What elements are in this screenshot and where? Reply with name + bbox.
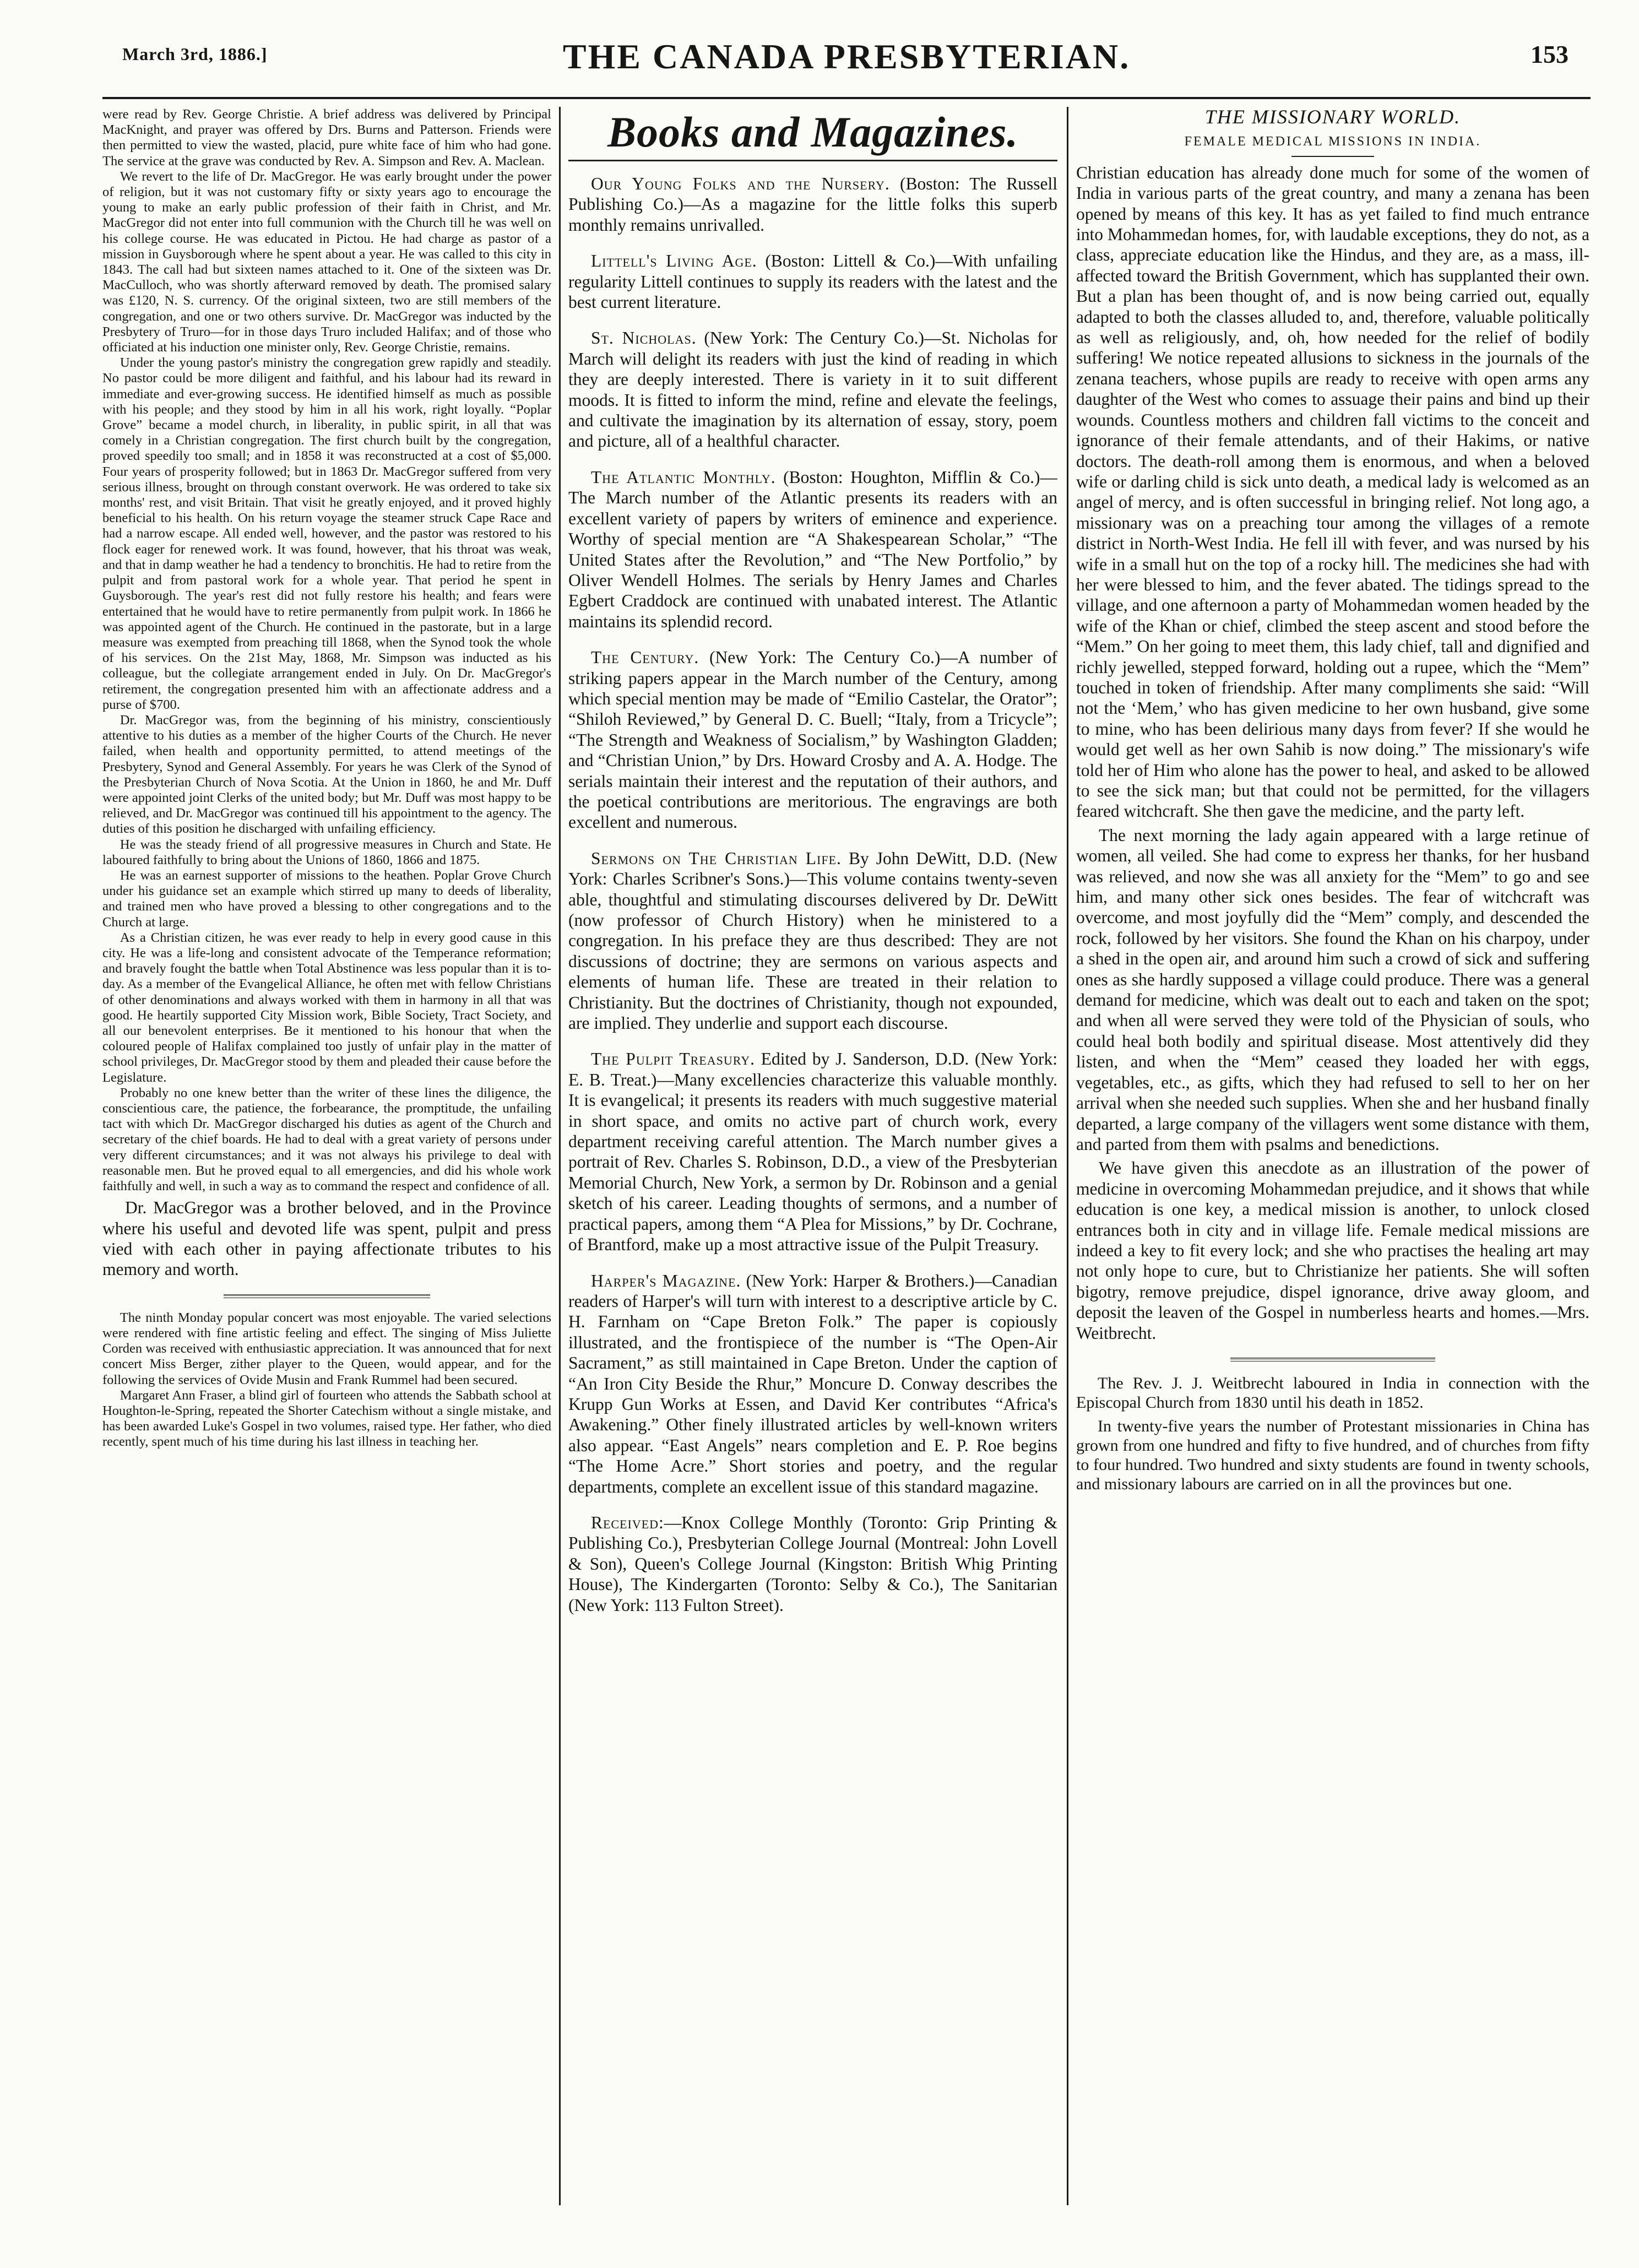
news-note: Margaret Ann Fraser, a blind girl of fourteen who attends the Sabbath school at Houghton-le-Spring, repeated the Shorter Catechism without a single mistake, and has been awarded Luke's Gospel in two volumes, raised type. Her father, who died recently, spent much of his time during his last illness in teaching her.: [102, 1387, 551, 1450]
review-title: The Century.: [590, 648, 699, 668]
review-title: Our Young Folks and the Nursery.: [590, 174, 890, 193]
obituary-closing: Dr. MacGregor was a brother beloved, and in the Province where his useful and devoted life was spent, pulpit and press vied with each other in paying affectionate tributes to his memory and worth.: [102, 1198, 551, 1279]
review-text: (New York: Harper & Brothers.)—Canadian readers of Harper's will turn with interest to a descriptive article by C. H. Farnham on “Cape Breton Folk.” The paper is copiously illustrated, and the frontispiece of the number is “The Open-Air Sacrament,” as still maintained in Cape Breton. Under the caption of “An Iron City Beside the Rhur,” Moncure D. Conway describes the Krupp Gun Works at Essen, and David Ker contributes “Africa's Awakening.” Other finely illustrated articles by well-known writers also appear. “East Angels” nears completion and E. P. Roe begins “The Home Acre.” Short stories and poetry, and the regular departments, complete an excellent issue of this standard magazine.: [568, 1271, 1057, 1496]
obituary-paragraph: As a Christian citizen, he was ever ready to help in every good cause in this city. He was a life-long and consistent advocate of the Temperance reformation; and bravely fought the battle when Total Abstinence was less popular than it is to-day. As a member of the Evangelical Alliance, he often met with fellow Christians of other denominations and always worked with them in harmony in all that was good. He heartily supported City Mission work, Bible Society, Tract Society, and all our benevolent enterprises. Be it mentioned to his honour that when the coloured people of Halifax complained too justly of unfair play in the matter of school privileges, Dr. MacGregor stood by them and pleaded their cause before the Legislature.: [102, 930, 551, 1085]
review-title: Littell's Living Age.: [590, 251, 757, 271]
obituary-paragraph: He was an earnest supporter of missions to the heathen. Poplar Grove Church under his guidance set an example which stirred up many to deeds of liberality, and trained men who have proved a blessing to other congregations and to the Church at large.: [102, 867, 551, 930]
obituary-paragraph: Under the young pastor's ministry the congregation grew rapidly and steadily. No pastor could be more diligent and faithful, and his labour had its reward in immediate and ever-growing success. He identified himself as much as possible with his people; and they stood by him in all his work, right loyally. “Poplar Grove” became a model church, in liberality, in public spirit, in all that was comely in a Christian congregation. The first church built by the congregation, proved speedily too small; and in 1858 it was reconstructed at a cost of $5,000. Four years of prosperity followed; but in 1863 Dr. MacGregor suffered from very serious illness, brought on through constant overwork. He was ordered to take six months' rest, and visit Britain. That visit he greatly enjoyed, and it proved highly beneficial to his health. On his return voyage the steamer struck Cape Race and had a narrow escape. All ended well, however, and the pastor was restored to his flock eager for renewed work. It was found, however, that his throat was weak, and that in damp weather he had a tendency to bronchitis. He had to retire from the pulpit and from pastoral work for a whole year. That period he spent in Guysborough. The year's rest did not fully restore his health; and fears were entertained that he would have to retire permanently from pulpit work. In 1866 he was appointed agent of the Church. He continued in the pastorate, but in a large measure was exempted from preaching till 1868, when the Synod took the whole of his services. On the 21st May, 1868, Mr. Simpson was inducted as his colleague, but the collegiate arrangement ended in July. On Dr. MacGregor's retirement, the congregation presented him with an affectionate address and a purse of $700.: [102, 355, 551, 712]
review-text: By John DeWitt, D.D. (New York: Charles Scribner's Sons.)—This volume contains twenty-seven able, thoughtful and stimulating discourses delivered by Dr. DeWitt (now professor of Church History) when he ministered to a congregation. In his preface they are thus described: They are not discussions of doctrine; they are sermons on various aspects and elements of human life. These are treated in their relation to Christianity. But the doctrines of Christianity, though not expounded, are implied. They underlie and support each discourse.: [568, 848, 1057, 1033]
news-note: In twenty-five years the number of Protestant missionaries in China has grown from one hundred and fifty to five hundred, and of churches from fifty to four hundred. Two hundred and sixty students are found in twenty schools, and missionary labours are carried on in all the provinces but one.: [1076, 1417, 1589, 1493]
news-note: The Rev. J. J. Weitbrecht laboured in India in connection with the Episcopal Church from 1830 until his death in 1852.: [1076, 1374, 1589, 1412]
review-text: (New York: The Century Co.)—A number of striking papers appear in the March number of the Century, among which special mention may be made of “Emilio Castelar, the Orator”; “Shiloh Reviewed,” by General D. C. Buell; “Italy, from a Tricycle”; “The Strength and Weakness of Socialism,” by Washington Gladden; and “Christian Union,” by Drs. Howard Crosby and A. A. Hodge. The serials maintain their interest and the reputation of their authors, and the poetical contributions are meritorious. The engravings are both excellent and numerous.: [568, 648, 1057, 832]
newspaper-page: [102, 36, 1591, 2228]
obituary-paragraph: were read by Rev. George Christie. A brief address was delivered by Principal MacKnight, and prayer was offered by Drs. Burns and Patterson. Friends were then permitted to view the wasted, placid, pure white face of him who had gone. The service at the grave was conducted by Rev. A. Simpson and Rev. A. Maclean.: [102, 107, 551, 169]
section-heading: Books and Magazines.: [568, 107, 1057, 161]
middle-column: [568, 107, 1057, 2205]
column-rule: [559, 107, 561, 2205]
obituary-paragraph: Probably no one knew better than the writer of these lines the diligence, the conscientious care, the patience, the forbearance, the promptitude, the unfailing tact with which Dr. MacGregor discharged his duties as agent of the Church and secretary of the chief boards. He had to deal with a great variety of persons under very different circumstances; and it was not always his privilege to deal with reasonable men. But he proved equal to all emergencies, and did his whole work faithfully and well, in such a way as to command the respect and confidence of all.: [102, 1085, 551, 1194]
article-paragraph: The next morning the lady again appeared with a large retinue of women, all veiled. She had come to express her thanks, for her husband was relieved, and now she was all anxiety for the “Mem” to go and see him, and many other sick ones besides. The fear of witchcraft was overcome, and most joyfully did the “Mem” comply, and descended the rock, followed by her visitors. She found the Khan on his charpoy, under a shed in the open air, and around him such a crowd of sick and suffering ones as she hardly supposed a village could produce. There was a general demand for medicine, which was dealt out to each and taken on the spot; and when all were served they were told of the Physician of souls, who could heal both bodily and spiritual disease. Most attentively did they listen, and when the “Mem” ceased they loaded her with eggs, vegetables, etc., as gifts, which they had refused to sell to her on her arrival when she needed such supplies. When she and her husband finally departed, a large company of the villagers went some distance with them, and parted from them with psalms and benedictions.: [1076, 825, 1589, 1154]
review-text: —Knox College Monthly (Toronto: Grip Printing & Publishing Co.), Presbyterian College Journal (Montreal: John Lovell & Son), Queen's College Journal (Kingston: British Whig Printing House), The Kindergarten (Toronto: Selby & Co.), The Sanitarian (New York: 113 Fulton Street).: [568, 1512, 1057, 1615]
article-paragraph: Christian education has already done much for some of the women of India in various parts of the great country, and many a zenana has been opened by means of this key. It has as yet failed to find much entrance into Mohammedan homes, for, with laudable exceptions, they do not, as a class, appreciate education like the Hindus, and they are, as a mass, ill-affected toward the British Government, which has supplanted their own. But a plan has been thought of, and is now being carried out, equally adapted to both the classes alluded to, and, therefore, valuable politically as well as religiously, and, oh, how needed for the relief of bodily suffering! We notice repeated allusions to sickness in the journals of the zenana teachers, whose pupils are ready to receive with open arms any daughter of the West who comes to assuage their pains and bind up their wounds. Countless mothers and children fall victims to the conceit and ignorance of their female attendants, and of their Hakims, or native doctors. The death-roll among them is enormous, and when a beloved wife or darling child is sick unto death, a medical lady is welcomed as an angel of mercy, and is often successful in bringing relief. Not long ago, a missionary was on a preaching tour among the villages of a remote district in North-West India. He fell ill with fever, and was nursed by his wife in a small hut on the top of a rocky hill. The medicines she had with her were blessed to him, and the fever abated. The tidings spread to the village, and one afternoon a party of Mohammedan women headed by the wife of the Khan or chief, climbed the steep ascent and stood before the “Mem.” On her going to meet them, this lady chief, tall and dignified and richly jewelled, stepped forward, holding out a rupee, which the “Mem” touched in token of friendship. After many compliments she said: “Will not the ‘Mem,’ who has given medicine to her own husband, give some to mine, who has been delirious many days from fever? If she would he would get well as her own Sahib is now doing.” The missionary's wife told her of Him who alone has the power to heal, and asked to be allowed to see the sick man; but that could not be permitted, for the villagers feared witchcraft. She then gave the medicine, and the party left.: [1076, 162, 1589, 821]
review-item: [568, 1512, 1057, 1615]
review-text: (Boston: Houghton, Mifflin & Co.)—The March number of the Atlantic presents its readers with an excellent variety of papers by writers of eminence and experience. Worthy of special mention are “A Shakespearean Scholar,” “The United States after the Revolution,” and “The New Portfolio,” by Oliver Wendell Holmes. The serials by Henry James and Charles Egbert Craddock are continued with unabated interest. The Atlantic maintains its splendid record.: [568, 467, 1057, 631]
review-item: [568, 173, 1057, 235]
review-title: The Pulpit Treasury.: [590, 1049, 755, 1069]
review-item: [568, 251, 1057, 312]
obituary-paragraph: Dr. MacGregor was, from the beginning of his ministry, conscientiously attentive to his duties as a member of the higher Courts of the Church. He never failed, when health and opportunity permitted, to attend meetings of the Presbytery, Synod and General Assembly. For years he was Clerk of the Synod of the Presbyterian Church of Nova Scotia. At the Union in 1860, he and Mr. Duff were appointed joint Clerks of the united body; but Mr. Duff was most happy to be relieved, and Dr. MacGregor was continued till his appointment to the agency. The duties of this position he discharged with unfailing efficiency.: [102, 712, 551, 837]
heading-rule: [1291, 156, 1374, 157]
review-text: (Boston: Littell & Co.)—With unfailing regularity Littell continues to supply its readers with the latest and the best current literature.: [568, 251, 1057, 312]
article-subheading: FEMALE MEDICAL MISSIONS IN INDIA.: [1184, 134, 1481, 149]
review-title: Harper's Magazine.: [590, 1271, 741, 1290]
article-paragraph: We have given this anecdote as an illustration of the power of medicine in overcoming Mohammedan prejudice, and it shows that while education is one key, a medical mission is another, to unlock closed entrances both in city and in village life. Female medical missions are indeed a key to fit every lock; and she who practises the healing art may not only hope to cure, but to Christianize her patients. She will soften bigotry, remove prejudice, dispel ignorance, drive away gloom, and deposit the leaven of the Gospel in numberless hearts and homes.—Mrs. Weitbrecht.: [1076, 1158, 1589, 1343]
obituary-paragraph: We revert to the life of Dr. MacGregor. He was early brought under the power of religion, but it was not customary fifty or sixty years ago to encourage the young to make an early public profession of their faith in Christ, and Mr. MacGregor did not enter into full communion with the Church till he was well on his college course. He was educated in Pictou. He had charge as pastor of a mission in Guysborough where he spent about a year. He was called to this city in 1843. The call had but sixteen names attached to it. One of the sixteen was Dr. MacCulloch, who was shortly afterward removed by death. The promised salary was £120, N. S. currency. Of the original sixteen, two are still members of the congregation, and one or two others survive. Dr. MacGregor was inducted by the Presbytery of Truro—for in those days Truro included Halifax; and of those who officiated at his induction one minister only, Rev. George Christie, remains.: [102, 169, 551, 355]
column-rule: [1067, 107, 1068, 2205]
news-note: The ninth Monday popular concert was most enjoyable. The varied selections were rendered with fine artistic feeling and effect. The singing of Miss Juliette Corden was received with enthusiastic appreciation. It was announced that for next concert Miss Berger, zither player to the Queen, would appear, and for the following the services of Ovide Musin and Frank Rummel had been secured.: [102, 1310, 551, 1387]
review-text: Edited by J. Sanderson, D.D. (New York: E. B. Treat.)—Many excellencies characterize this valuable monthly. It is evangelical; it presents its readers with much suggestive material in short space, and omits no active part of church work, every department receiving careful attention. The March number gives a portrait of Rev. Charles S. Robinson, D.D., a view of the Presbyterian Memorial Church, New York, a sermon by Dr. Robinson and a genial sketch of his career. Leading thoughts of sermons, and a number of practical papers, among them “A Plea for Missions,” by Dr. Cochrane, of Brantford, make up a most attractive issue of the Pulpit Treasury.: [568, 1049, 1057, 1255]
section-heading: THE MISSIONARY WORLD.: [1204, 107, 1461, 128]
review-item: [568, 848, 1057, 1034]
review-text: (New York: The Century Co.)—St. Nicholas for March will delight its readers with just the kind of reading in which they are deeply interested. There is variety in it to suit different moods. It is fitted to inform the mind, refine and elevate the feelings, and cultivate the imagination by its alternation of essay, story, poem and picture, all of a healthful character.: [568, 328, 1057, 451]
review-item: [568, 328, 1057, 451]
page-number: 153: [1531, 40, 1569, 68]
review-text: (Boston: The Russell Publishing Co.)—As a magazine for the little folks this superb monthly remains unrivalled.: [568, 174, 1057, 235]
newspaper-title: THE CANADA PRESBYTERIAN.: [562, 37, 1131, 76]
section-divider: [1230, 1358, 1436, 1361]
right-column: [1076, 107, 1589, 2205]
obituary-paragraph: He was the steady friend of all progressive measures in Church and State. He laboured faithfully to bring about the Unions of 1860, 1866 and 1875.: [102, 837, 551, 867]
masthead: [102, 36, 1591, 99]
review-title: Sermons on The Christian Life.: [590, 848, 842, 868]
review-item: [568, 467, 1057, 632]
review-item: [568, 647, 1057, 833]
review-item: [568, 1049, 1057, 1255]
issue-date: March 3rd, 1886.]: [122, 44, 268, 64]
section-divider: [224, 1294, 430, 1298]
review-title: St. Nicholas.: [590, 328, 697, 348]
review-title: Received:: [590, 1512, 664, 1532]
review-title: The Atlantic Monthly.: [590, 467, 776, 487]
review-item: [568, 1271, 1057, 1497]
left-column: [102, 107, 551, 2205]
